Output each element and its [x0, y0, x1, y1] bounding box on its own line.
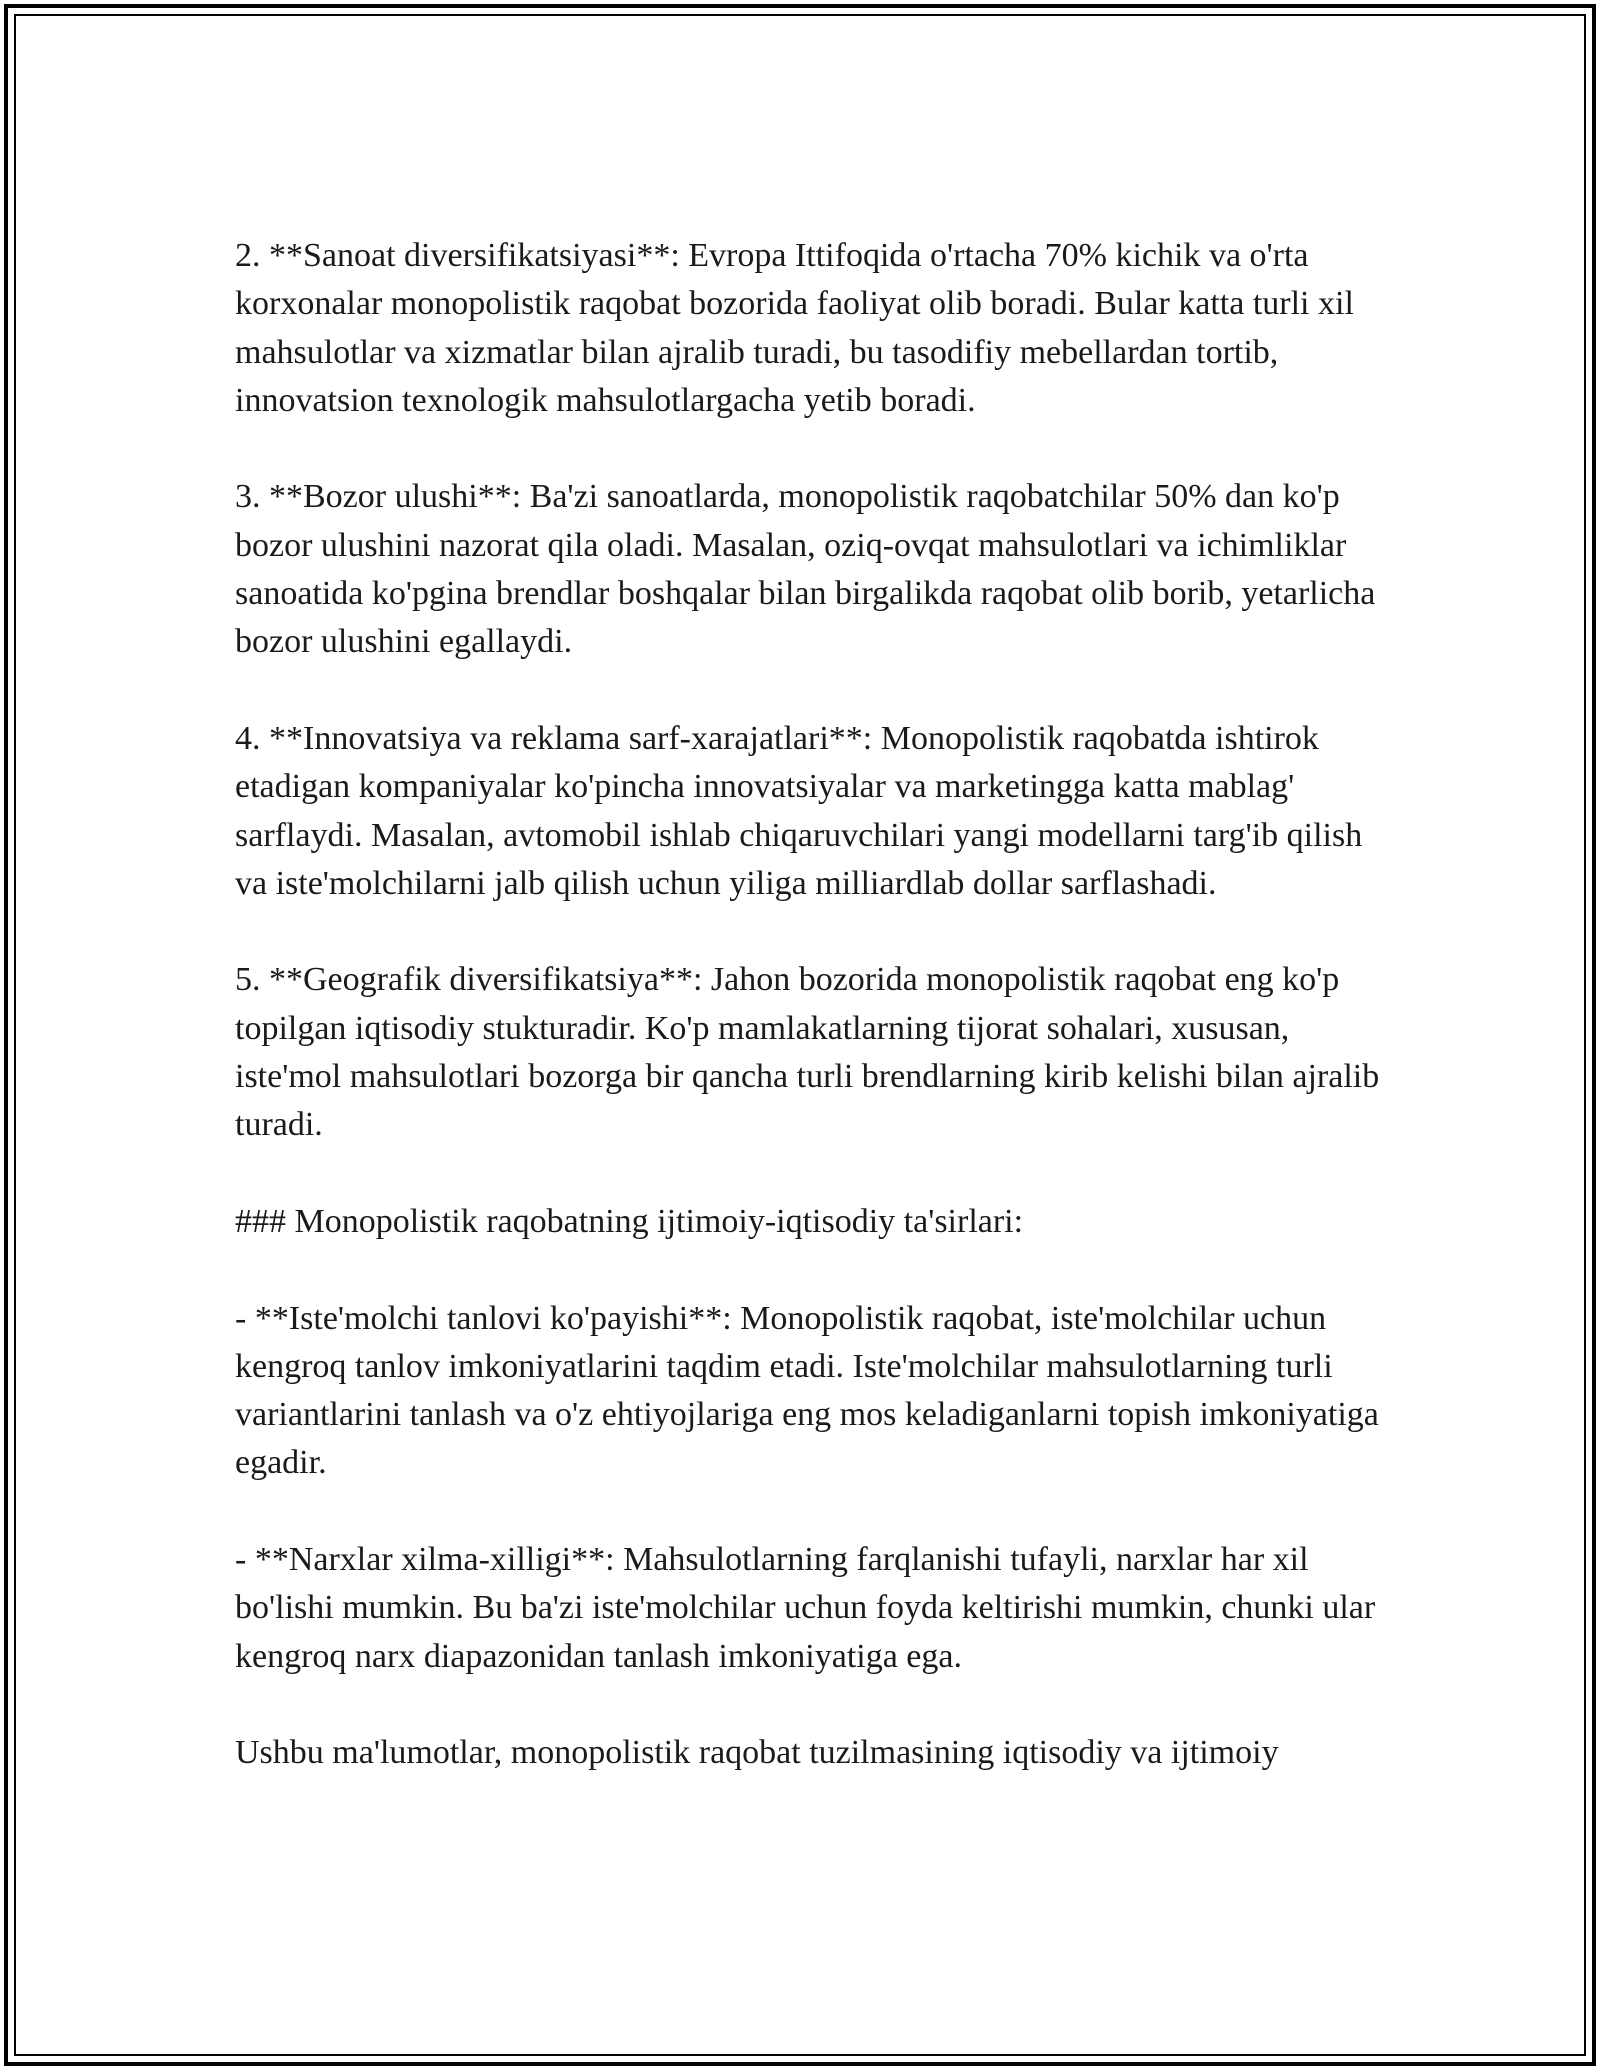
- paragraph-geographic-diversification: 5. **Geografik diversifikatsiya**: Jahon bozorida monopolistik raqobat eng ko'p topilgan iqtisodiy stukturadir. Ko'p mamlakatlarning tijorat sohalari, xususan, iste'mol mahsulotlari bozorga bir qancha turli brendlarning kirib kelishi bilan ajralib turadi.: [235, 961, 1380, 1144]
- paragraph-innovation-advertising: 4. **Innovatsiya va reklama sarf-xarajatlari**: Monopolistik raqobatda ishtirok etadigan kompaniyalar ko'pincha innovatsiyalar va marketingga katta mablag' sarflaydi. Masalan, avtomobil ishlab chiqaruvchilari yangi modellarni targ'ib qilish va iste'molchilarni jalb qilish uchun yiliga milliardlab dollar sarflashadi.: [235, 719, 1363, 902]
- paragraph-industry-diversification: 2. **Sanoat diversifikatsiyasi**: Evropa Ittifoqida o'rtacha 70% kichik va o'rta korxonalar monopolistik raqobat bozorida faoliyat olib boradi. Bular katta turli xil mahsulotlar va xizmatlar bilan ajralib turadi, bu tasodifiy mebellardan tortib, innovatsion texnologik mahsulotlargacha yetib boradi.: [235, 237, 1354, 419]
- paragraph-conclusion: Ushbu ma'lumotlar, monopolistik raqobat tuzilmasining iqtisodiy va ijtimoiy: [235, 1734, 1279, 1772]
- section-heading-socioeconomic-effects: ### Monopolistik raqobatning ijtimoiy-iqtisodiy ta'sirlari:: [235, 1202, 1024, 1240]
- bullet-price-variety: - **Narxlar xilma-xilligi**: Mahsulotlarning farqlanishi tufayli, narxlar har xil bo'lishi mumkin. Bu ba'zi iste'molchilar uchun foyda keltirishi mumkin, chunki ular kengroq narx diapazonidan tanlash imkoniyatiga ega.: [235, 1541, 1376, 1675]
- bullet-consumer-choice: - **Iste'molchi tanlovi ko'payishi**: Monopolistik raqobat, iste'molchilar uchun kengroq tanlov imkoniyatlarini taqdim etadi. Iste'molchilar mahsulotlarning turli variantlarini tanlash va o'z ehtiyojlariga eng mos keladiganlarni topish imkoniyatiga egadir.: [235, 1299, 1379, 1482]
- document-body: [235, 232, 1385, 1778]
- paragraph-market-share: 3. **Bozor ulushi**: Ba'zi sanoatlarda, monopolistik raqobatchilar 50% dan ko'p bozor ulushini nazorat qila oladi. Masalan, oziq-ovqat mahsulotlari va ichimliklar sanoatida ko'pgina brendlar boshqalar bilan birgalikda raqobat olib borib, yetarlicha bozor ulushini egallaydi.: [235, 478, 1376, 661]
